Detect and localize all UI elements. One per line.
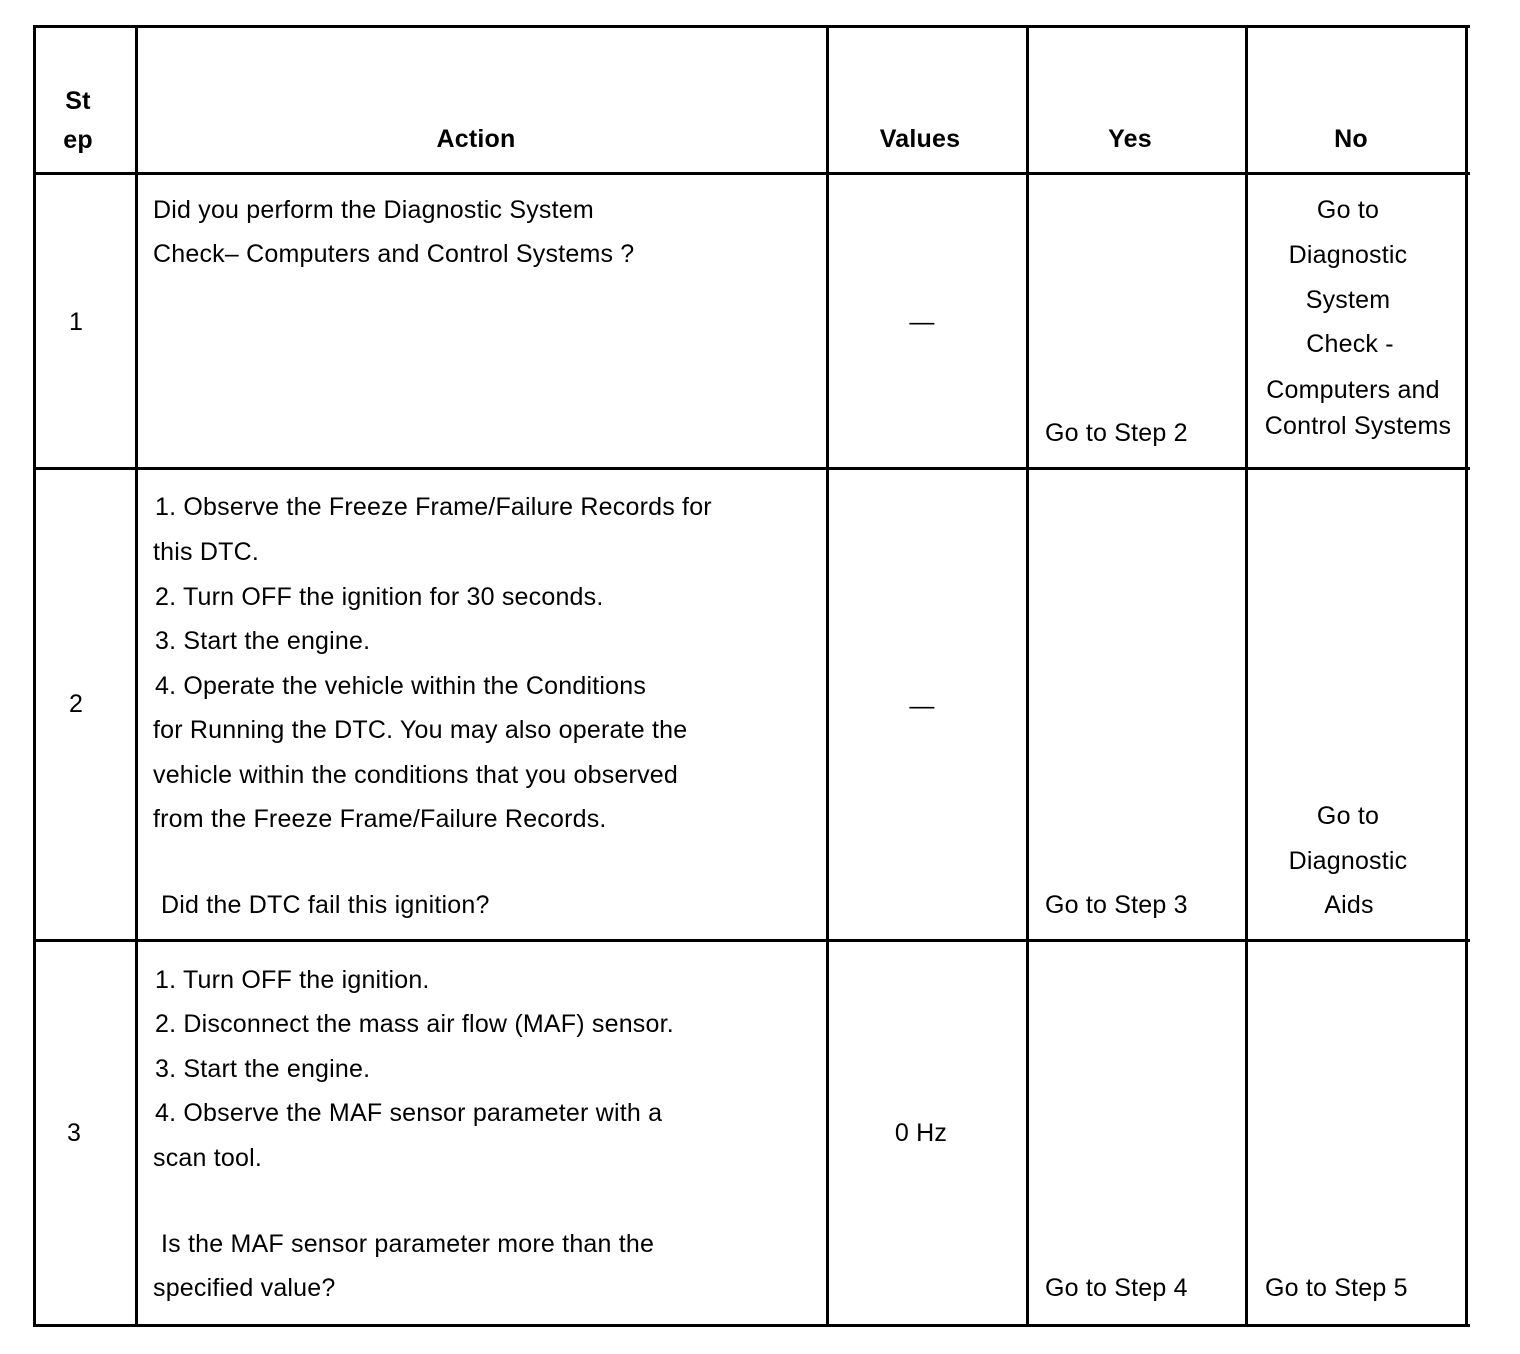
row2-no-line1: Go to bbox=[1316, 802, 1380, 830]
row3-action-line3: 3. Start the engine. bbox=[155, 1055, 371, 1083]
row3-action-line1: 1. Turn OFF the ignition. bbox=[155, 966, 430, 994]
row2-action-line6: for Running the DTC. You may also operate the bbox=[153, 716, 688, 744]
row2-action-line4: 3. Start the engine. bbox=[155, 627, 371, 655]
header-action: Action bbox=[436, 125, 516, 153]
row1-action-line2: Check– Computers and Control Systems ? bbox=[153, 240, 635, 268]
row3-action-question-line2: specified value? bbox=[153, 1274, 336, 1302]
col-divider-values bbox=[1026, 25, 1029, 1327]
row1-no-line1: Go to bbox=[1316, 196, 1380, 224]
row2-action-line5: 4. Operate the vehicle within the Conditions bbox=[155, 672, 647, 700]
table-border-left bbox=[33, 25, 36, 1327]
table-border-right bbox=[1465, 25, 1468, 1327]
header-divider bbox=[33, 172, 1470, 175]
row-divider-2 bbox=[33, 939, 1470, 942]
row1-step: 1 bbox=[68, 308, 84, 336]
header-values: Values bbox=[879, 125, 961, 153]
row1-no-line6: Control Systems bbox=[1264, 412, 1452, 440]
row2-no-line3: Aids bbox=[1324, 891, 1374, 919]
table-border-bottom bbox=[33, 1324, 1470, 1327]
header-step-line2: ep bbox=[63, 126, 93, 154]
row3-step: 3 bbox=[66, 1119, 82, 1147]
row2-action-line1: 1. Observe the Freeze Frame/Failure Records for bbox=[155, 493, 712, 521]
row1-no-line2: Diagnostic bbox=[1288, 241, 1408, 269]
col-divider-step bbox=[135, 25, 138, 1327]
row2-action-line8: from the Freeze Frame/Failure Records. bbox=[153, 805, 607, 833]
row1-no-line5: Computers and bbox=[1266, 376, 1440, 404]
row3-action-line2: 2. Disconnect the mass air flow (MAF) sensor. bbox=[155, 1010, 674, 1038]
row2-action-line3: 2. Turn OFF the ignition for 30 seconds. bbox=[155, 583, 604, 611]
row3-no: Go to Step 5 bbox=[1265, 1274, 1408, 1302]
row2-action-line7: vehicle within the conditions that you observed bbox=[153, 761, 678, 789]
row2-yes: Go to Step 3 bbox=[1045, 891, 1188, 919]
header-no: No bbox=[1334, 125, 1368, 153]
col-divider-action bbox=[826, 25, 829, 1327]
row2-step: 2 bbox=[68, 690, 84, 718]
row1-no-line4: Check - bbox=[1306, 330, 1394, 358]
row3-yes: Go to Step 4 bbox=[1045, 1274, 1188, 1302]
row2-action-question: Did the DTC fail this ignition? bbox=[161, 891, 490, 919]
table-border-top bbox=[33, 25, 1470, 28]
header-yes: Yes bbox=[1108, 125, 1152, 153]
row1-value: — bbox=[909, 308, 935, 336]
row3-value: 0 Hz bbox=[894, 1119, 948, 1147]
row3-action-line4: 4. Observe the MAF sensor parameter with a bbox=[155, 1099, 663, 1127]
col-divider-yes bbox=[1245, 25, 1248, 1327]
row2-value: — bbox=[909, 692, 935, 720]
row3-action-line5: scan tool. bbox=[153, 1144, 263, 1172]
header-step-line1: St bbox=[65, 87, 91, 115]
row3-action-question-line1: Is the MAF sensor parameter more than the bbox=[161, 1230, 655, 1258]
row1-no-line3: System bbox=[1305, 286, 1391, 314]
row-divider-1 bbox=[33, 467, 1470, 470]
row2-action-line2: this DTC. bbox=[153, 538, 259, 566]
row1-action-line1: Did you perform the Diagnostic System bbox=[153, 196, 594, 224]
row2-no-line2: Diagnostic bbox=[1288, 847, 1408, 875]
row1-yes: Go to Step 2 bbox=[1045, 419, 1188, 447]
